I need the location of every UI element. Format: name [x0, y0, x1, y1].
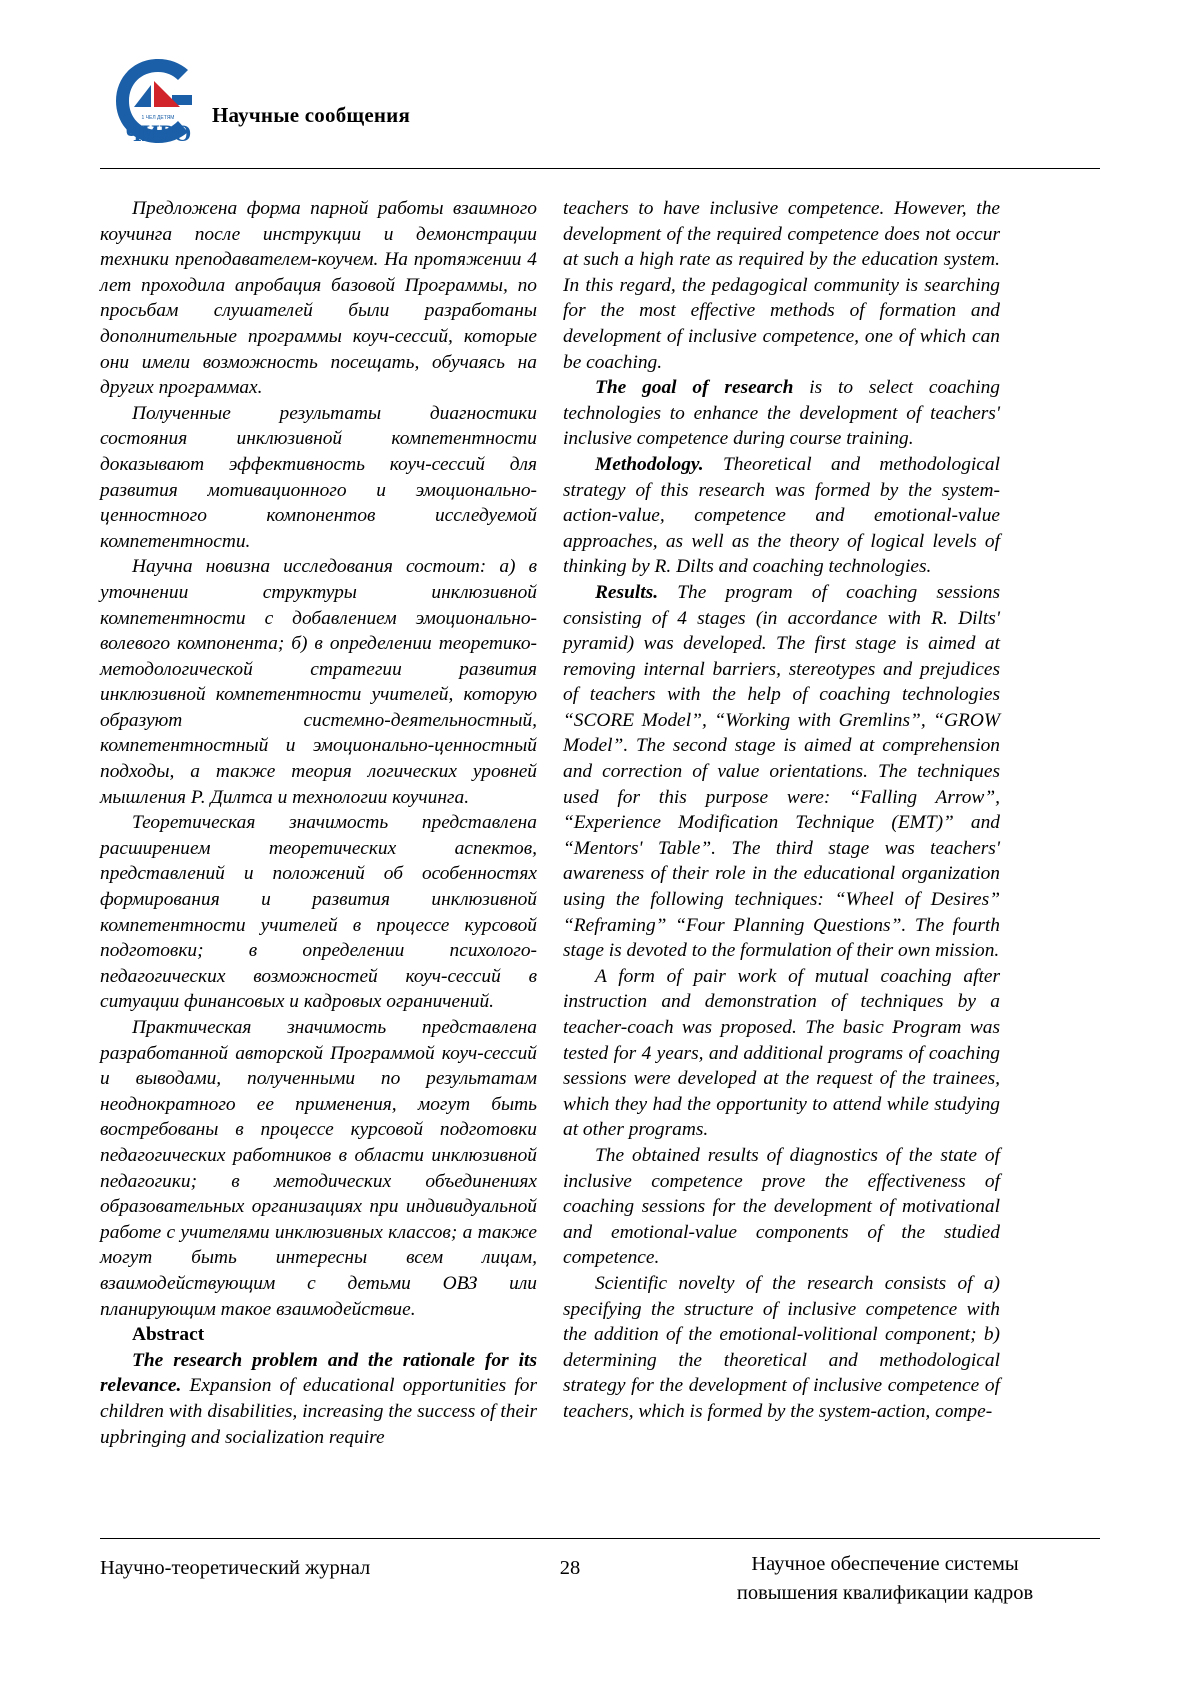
paragraph: Практическая значимость представлена разработанной авторской Программой коуч-сессий и выводами, полученными по результатам неоднократного ее применения, могут быть востребованы в процессе курсовой подготовки педагогических работников в области инклюзивной педагогики; в методических объединениях образовательных организациях при индивидуальной работе с учителями инклюзивных классов; а также могут быть интересны всем лицам, взаимодействующим с детьми ОВЗ или планирующим такое взаимодействие. [100, 1017, 537, 1320]
page-header [100, 55, 1100, 165]
paragraph: Scientific novelty of the research consists of a) specifying the structure of inclusive competence with the addition of the emotional-volitional component; b) determining the theoretical and methodological strategy for the development of inclusive competence of teachers, which is formed by the system-action, compe- [563, 1272, 1000, 1422]
methodology-label: Methodology. [595, 453, 704, 475]
article-body [100, 196, 1100, 1448]
footer-divider [100, 1538, 1100, 1539]
goal-paragraph [563, 375, 1000, 452]
abstract-heading: Abstract [132, 1324, 205, 1346]
footer-journal-name: Научно-теоретический журнал [100, 1557, 371, 1579]
logo-caption-text: 1 ЧЕЛ ДЕТЯМ [141, 115, 175, 121]
paragraph: The obtained results of diagnostics of the state of inclusive competence prove the effectiveness of coaching sessions for the development of motivational and emotional-value components of the studied competence. [563, 1144, 1000, 1269]
abstract-heading-wrap [100, 1322, 537, 1348]
page-footer [100, 1548, 1100, 1628]
logo-wordmark: ЧИРО [124, 121, 192, 146]
page-number: 28 [559, 1557, 581, 1579]
continuation-paragraph: teachers to have inclusive competence. However, the development of the required competence does not occur at such a high rate as required by the education system. In this regard, the pedagogical community is searching for the most effective methods of formation and development of inclusive competence, one of which can be coaching. [563, 198, 1000, 373]
abstract-lead-rest: Expansion of educational opportunities for children with disabilities, increasing the success of their upbringing and socialization require [100, 1375, 537, 1448]
right-column [563, 196, 1000, 1425]
left-column [100, 196, 537, 1450]
footer-rubric-line1: Научное обеспечение системы [751, 1553, 1019, 1575]
footer-rubric [670, 1550, 1100, 1608]
paragraph: Полученные результаты диагностики состояния инклюзивной компетентности доказывают эффективность коуч-сессий для развития мотивационного и эмоционально-ценностного компонентов исследуемой компетентности. [100, 402, 537, 552]
results-text: The program of coaching sessions consisting of 4 stages (in accordance with R. Dilts' pyramid) was developed. The first stage is aimed at removing internal barriers, stereotypes and prejudices of teachers with the help of coaching technologies “SCORE Model”, “Working with Gremlins”, “GROW Model”. The second stage is aimed at comprehension and correction of value orientations. The techniques used for this purpose were: “Falling Arrow”, “Experience Modification Technique (EMT)” and “Mentors' Table”. The third stage was teachers' awareness of their role in the educational organization using the following techniques: “Wheel of Desires” “Reframing” “Four Planning Questions”. The fourth stage is devoted to the formulation of their own mission. [563, 581, 1000, 962]
methodology-text: Theoretical and methodological strategy of this research was formed by the system-action-value, competence and emotional-value approaches, as well as the theory of logical levels of thinking by R. Dilts and coaching technologies. [563, 453, 1000, 578]
goal-label: The goal of research [595, 377, 794, 399]
abstract-lead-paragraph [100, 1348, 537, 1450]
results-label: Results. [595, 581, 659, 603]
methodology-paragraph [563, 452, 1000, 580]
header-divider [100, 168, 1100, 169]
paragraph: Научна новизна исследования состоит: а) в уточнении структуры инклюзивной компетентности с добавлением эмоционально-волевого компонента; б) в определении теоретико-методологической стратегии развития инклюзивной компетентности учителей, которую образуют системно-деятельностный, компетентностный и эмоционально-ценностный подходы, а также теория логических уровней мышления Р. Дилтса и технологии коучинга. [100, 556, 537, 808]
goal-text: is to select coaching technologies to enhance the development of teachers' inclusive competence during course training. [563, 377, 1001, 450]
paragraph: A form of pair work of mutual coaching after instruction and demonstration of techniques by a teacher-coach was proposed. The basic Program was tested for 4 years, and additional programs of coaching sessions were developed at the request of the trainees, which they had the opportunity to attend while studying at other programs. [563, 965, 1000, 1141]
results-paragraph [563, 580, 1000, 964]
paragraph: Предложена форма парной работы взаимного коучинга после инструкции и демонстрации техники преподавателем-коучем. На протяжении 4 лет проходила апробация базовой Программы, по просьбам слушателей были разработаны дополнительные программы коуч-сессий, которые они имели возможность посещать, обучаясь на других программах. [100, 198, 537, 399]
section-title: Научные сообщения [212, 103, 411, 127]
paragraph: Теоретическая значимость представлена расширением теоретических аспектов, представлений и положений об особенностях формирования и развития инклюзивной компетентности учителей в процессе курсовой подготовки; в определении психолого-педагогических возможностей коуч-сессий в ситуации финансовых и кадровых ограничений. [100, 812, 537, 1013]
footer-rubric-line2: повышения квалификации кадров [736, 1582, 1034, 1604]
abstract-lead-bold: The research problem and the rationale for its relevance. [100, 1349, 537, 1397]
chiro-logo-icon [110, 55, 206, 160]
